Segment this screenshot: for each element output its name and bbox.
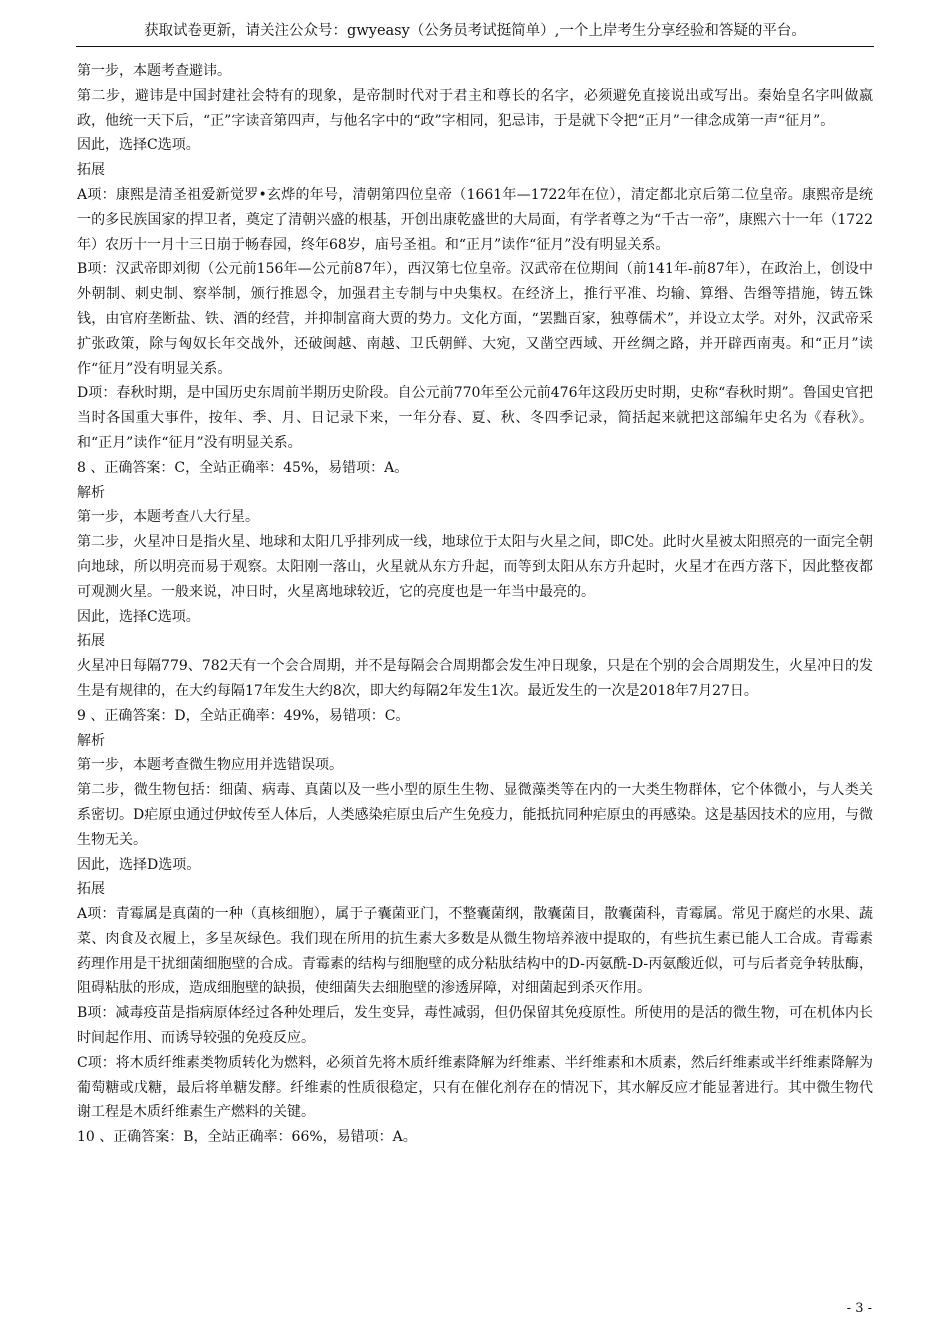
paragraph: D项：春秋时期，是中国历史东周前半期历史阶段。自公元前770年至公元前476年这段历史时期，史称“春秋时期”。鲁国史官把当时各国重大事件，按年、季、月、日记录下来，一年分春、夏、秋、冬四季记录，简括起来就把这部编年史名为《春秋》。和“正月”读作“征月”没有明显关系。 <box>77 385 873 451</box>
paragraph: B项：汉武帝即刘彻（公元前156年—公元前87年），西汉第七位皇帝。汉武帝在位期间（前141年-前87年），在政治上，创设中外朝制、刺史制、察举制，颁行推恩令，加强君主专制与中央集权。在经济上，推行平准、均输、算缗、告缗等措施，铸五铢钱，由官府垄断盐、铁、酒的经营，并抑制富商大贾的势力。文化方面，“罢黜百家，独尊儒术”，并设立太学。对外，汉武帝采扩张政策，除与匈奴长年交战外，还破闽越、南越、卫氏朝鲜、大宛，又凿空西域、开丝绸之路，并开辟西南夷。和“正月”读作“征月”没有明显关系。 <box>77 261 873 377</box>
page-number: - 3 - <box>846 1301 872 1316</box>
answer-line: 8 、正确答案：C，全站正确率：45%，易错项：A。 <box>77 459 409 476</box>
paragraph: 第一步，本题考查八大行星。 <box>77 509 259 526</box>
section-label-analysis: 解析 <box>77 732 105 749</box>
section-label-analysis: 解析 <box>77 484 105 501</box>
paragraph: 第一步，本题考查避讳。 <box>77 63 231 79</box>
page-header: 获取试卷更新，请关注公众号：gwyeasy（公务员考试挺简单）,一个上岸考生分享经验和答疑的平台。 <box>144 23 806 39</box>
paragraph: 火星冲日每隔779、782天有一个会合周期，并不是每隔会合周期都会发生冲日现象，只是在个别的会合周期发生，火星冲日的发生是有规律的，在大约每隔17年发生大约8次，即大约每隔2年发生1次。最近发生的一次是2018年7月27日。 <box>77 658 873 699</box>
paragraph: 因此，选择C选项。 <box>77 608 200 625</box>
paragraph: B项：减毒疫苗是指病原体经过各种处理后，发生变异，毒性减弱，但仍保留其免疫原性。所使用的是活的微生物，可在机体内长时间起作用、而诱导较强的免疫反应。 <box>77 1005 873 1047</box>
paragraph: A项：青霉属是真菌的一种（真核细胞），属于子囊菌亚门，不整囊菌纲，散囊菌目，散囊菌科，青霉属。常见于腐烂的水果、蔬菜、肉食及衣履上，多呈灰绿色。我们现在所用的抗生素大多数是从微生物培养液中提取的，有些抗生素已能人工合成。青霉素药理作用是干扰细菌细胞壁的合成。青霉素的结构与细胞壁的成分粘肽结构中的D-丙氨酰-D-丙氨酸近似，可与后者竞争转肽酶，阻碍粘肽的形成，造成细胞壁的缺损，使细菌失去细胞壁的渗透屏障，对细菌起到杀灭作用。 <box>77 906 873 997</box>
paragraph: A项：康熙是清圣祖爱新觉罗•玄烨的年号，清朝第四位皇帝（1661年—1722年在位），清定都北京后第二位皇帝。康熙帝是统一的多民族国家的捍卫者，奠定了清朝兴盛的根基，开创出康乾盛世的大局面，有学者尊之为“千古一帝”，康熙六十一年（1722年）农历十一月十三日崩于畅春园，终年68岁，庙号圣祖。和“正月”读作“征月”没有明显关系。 <box>77 186 873 253</box>
document-body <box>77 59 873 1150</box>
section-label-extension: 拓展 <box>77 633 105 650</box>
answer-line: 9 、正确答案：D，全站正确率：49%，易错项：C。 <box>77 707 410 724</box>
section-label-extension: 拓展 <box>77 162 105 179</box>
paragraph: 第一步，本题考查微生物应用并选错误项。 <box>77 757 343 774</box>
paragraph: 第二步，避讳是中国封建社会特有的现象，是帝制时代对于君主和尊长的名字，必须避免直接说出或写出。秦始皇名字叫做嬴政，他统一天下后，“正”字读音第四声，与他名字中的“政”字相同，犯忌讳，于是就下令把“正月”一律念成第一声“征月”。 <box>77 87 873 129</box>
paragraph: 第二步，微生物包括：细菌、病毒、真菌以及一些小型的原生生物、显微藻类等在内的一大类生物群体，它个体微小，与人类关系密切。D疟原虫通过伊蚊传至人体后，人类感染疟原虫后产生免疫力，能抵抗同种疟原虫的再感染。这是基因技术的应用，与微生物无关。 <box>77 782 873 848</box>
paragraph: 因此，选择C选项。 <box>77 137 200 154</box>
paragraph: 第二步，火星冲日是指火星、地球和太阳几乎排列成一线，地球位于太阳与火星之间，即C处。此时火星被太阳照亮的一面完全朝向地球，所以明亮而易于观察。太阳刚一落山，火星就从东方升起，而等到太阳从东方升起时，火星才在西方落下，因此整夜都可观测火星。一般来说，冲日时，火星离地球较近，它的亮度也是一年当中最亮的。 <box>77 534 873 600</box>
answer-line: 10 、正确答案：B，全站正确率：66%，易错项：A。 <box>77 1129 417 1146</box>
paragraph: C项：将木质纤维素类物质转化为燃料，必须首先将木质纤维素降解为纤维素、半纤维素和木质素，然后纤维素或半纤维素降解为葡萄糖或戊糖，最后将单糖发酵。纤维素的性质很稳定，只有在催化剂存在的情况下，其水解反应才能显著进行。其中微生物代谢工程是木质纤维素生产燃料的关键。 <box>77 1054 873 1121</box>
section-label-extension: 拓展 <box>77 881 105 898</box>
header-divider <box>76 46 874 47</box>
paragraph: 因此，选择D选项。 <box>77 856 201 873</box>
